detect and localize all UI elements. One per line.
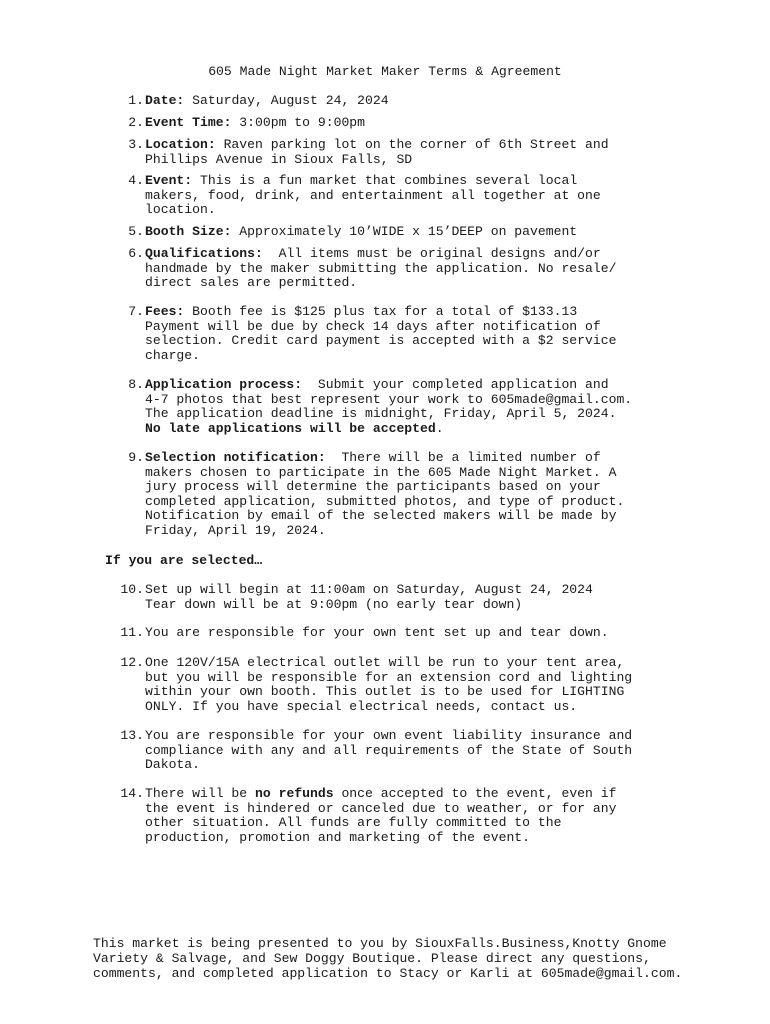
item-label: Fees: [145, 304, 185, 319]
item-number: 3. [128, 137, 144, 152]
item-label: Location: [145, 137, 216, 152]
item-number: 13. [120, 728, 144, 743]
item-label: Event: [145, 173, 193, 188]
item-number: 6. [128, 246, 144, 261]
item-tail: . [435, 420, 444, 436]
item-text: You are responsible for your own tent set up and tear down. [145, 625, 609, 640]
item-label: Selection notification: [145, 450, 326, 465]
item-number: 4. [128, 173, 144, 188]
item-text: There will be a limited number of makers chosen to participate in the 605 Made Night Market. A jury process will determine the participants based on your completed application, submitted photos, and type of product. Notification by email of the selected makers will be made by Friday, April 19, 2024. [145, 450, 625, 538]
item-pre: There will be [145, 786, 256, 801]
item-text: Submit your completed application and 4-7 photos that best represent your work to 605made@gmail.com. The application deadline is midnight, Friday, April 5, 2024. [145, 377, 633, 422]
item-text: once accepted to the event, even if the event is hindered or canceled due to weather, or for any other situation. All funds are fully committed to the production, promotion and marketing of the event. [145, 786, 617, 845]
item-label: Date: [145, 93, 185, 108]
item-text: Set up will begin at 11:00am on Saturday, August 24, 2024 Tear down will be at 9:00pm (no early tear down) [145, 582, 593, 612]
item-text: All items must be original designs and/or handmade by the maker submitting the application. No resale/ direct sales are permitted. [145, 246, 617, 291]
item-number: 10. [120, 582, 144, 597]
item-number: 12. [120, 655, 144, 670]
item-number: 14. [120, 786, 144, 801]
item-number: 5. [128, 224, 144, 239]
item-number: 9. [128, 450, 144, 465]
late-applications-warning: No late applications will be accepted [145, 420, 436, 436]
item-label: Qualifications: [145, 246, 263, 261]
item-number: 1. [128, 93, 144, 108]
item-number: 8. [128, 377, 144, 392]
item-number: 2. [128, 115, 144, 130]
item-text: Booth fee is $125 plus tax for a total of $133.13 Payment will be due by check 14 days after notification of selection. Credit card payment is accepted with a $2 service charge. [145, 304, 617, 363]
footer-note: This market is being presented to you by SiouxFalls.Business,Knotty Gnome Variety & Salvage, and Sew Doggy Boutique. Please direct any questions, comments, and completed application to Stacy or Karli at 605made@gmail.com. [93, 936, 683, 981]
item-number: 11. [120, 625, 144, 640]
item-number: 7. [128, 304, 144, 319]
document-title: 605 Made Night Market Maker Terms & Agreement [208, 64, 562, 79]
item-label: Application process: [145, 377, 303, 392]
item-text: 3:00pm to 9:00pm [231, 115, 366, 130]
selected-heading: If you are selected… [105, 553, 263, 568]
item-text: One 120V/15A electrical outlet will be run to your tent area, but you will be responsible for an extension cord and lighting within your own booth. This outlet is to be used for LIGHTING ONLY. If you have special electrical needs, contact us. [145, 655, 633, 714]
item-text: You are responsible for your own event liability insurance and compliance with any and all requirements of the State of South Dakota. [145, 728, 633, 773]
item-text: Approximately 10’WIDE x 15’DEEP on pavement [231, 224, 578, 239]
item-text: Saturday, August 24, 2024 [184, 93, 389, 108]
item-text: Raven parking lot on the corner of 6th Street and Phillips Avenue in Sioux Falls, SD [145, 137, 609, 167]
item-label: no refunds [255, 786, 334, 801]
item-label: Event Time: [145, 115, 232, 130]
item-text: This is a fun market that combines several local makers, food, drink, and entertainment all together at one location. [145, 173, 601, 218]
item-label: Booth Size: [145, 224, 232, 239]
